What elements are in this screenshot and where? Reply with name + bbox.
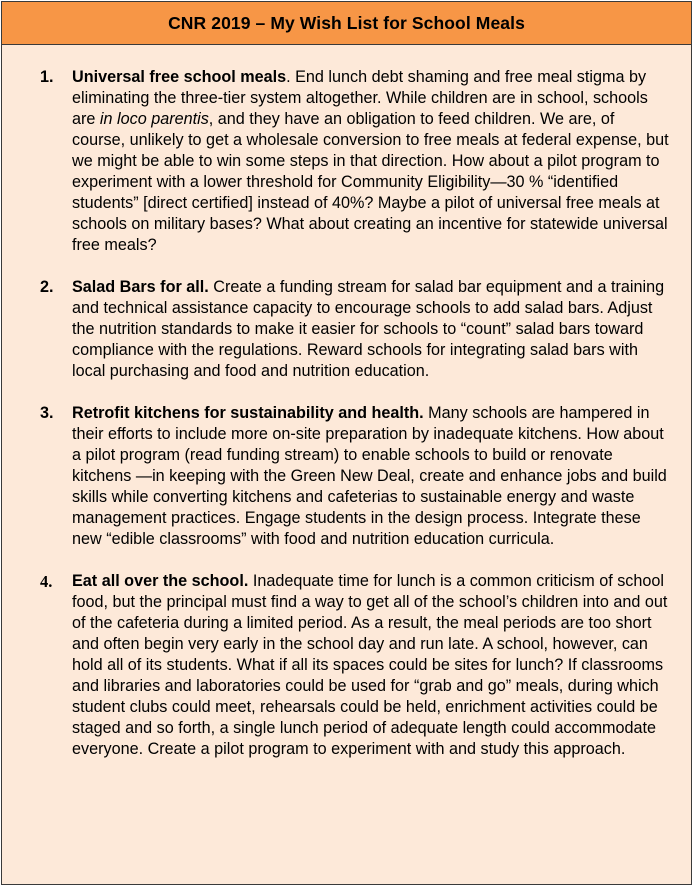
item-italic-text: in loco parentis — [99, 110, 209, 128]
item-text: Many schools are hampered in their efforts to include more on-site preparation by inadequate kitchens. How about a pilot program (read funding stream) to enable schools to build or renovate kitchens —in keeping with the Green New Deal, create and enhance jobs and build skills while converting kitchens and cafeterias to sustainable energy and waste management practices. Engage students in the design process. Integrate these new “edible classrooms” with food and nutrition education curricula. — [72, 404, 667, 548]
item-number: 3. — [40, 404, 54, 422]
item-number: 2. — [40, 278, 54, 296]
item-number: 4. — [40, 572, 53, 591]
item-heading: Retrofit kitchens for sustainability and health. — [72, 404, 424, 422]
item-text: . End lunch debt shaming and free meal stigma by eliminating the three-tier system altogether. While children are in school, schools are — [72, 68, 648, 128]
item-text: Inadequate time for lunch is a common criticism of school food, but the principal must find a way to get all of the school’s children into and out of the cafeteria during a limited period. As a result, the meal periods are too short and often begin very early in the school day and run late. A school, however, can hold all of its students. What if all its spaces could be sites for lunch? If classrooms and libraries and laboratories could be used for “grab and go” meals, during which student clubs could meet, rehearsals could be held, enrichment activities could be staged and so forth, a single lunch period of adequate length could accommodate everyone. Create a pilot program to experiment with and study this approach. — [72, 572, 668, 758]
list-item — [40, 277, 670, 382]
item-number: 1. — [40, 68, 54, 86]
page-title: CNR 2019 – My Wish List for School Meals — [168, 12, 525, 33]
item-text: , and they have an obligation to feed children. We are, of course, unlikely to get a wholesale conversion to free meals at federal expense, but we might be able to win some steps in that direction. How about a pilot program to experiment with a lower threshold for Community Eligibility—30 % “identified students” [direct certified] instead of 40%? Maybe a pilot of universal free meals at schools on military bases? What about creating an incentive for statewide universal free meals? — [72, 110, 669, 254]
item-text: Create a funding stream for salad bar equipment and a training and technical assistance capacity to encourage schools to add salad bars. Adjust the nutrition standards to make it easier for schools to “count” salad bars toward compliance with the regulations. Reward schools for integrating salad bars with local purchasing and food and nutrition education. — [72, 278, 665, 380]
list-item — [40, 403, 670, 550]
title-bar — [2, 2, 691, 45]
wish-list — [40, 67, 670, 781]
item-heading: Eat all over the school. — [72, 572, 249, 590]
list-item — [40, 571, 670, 760]
item-heading: Universal free school meals — [72, 68, 287, 86]
list-item — [40, 67, 670, 256]
item-heading: Salad Bars for all. — [72, 278, 209, 296]
wish-list-box — [1, 1, 692, 885]
